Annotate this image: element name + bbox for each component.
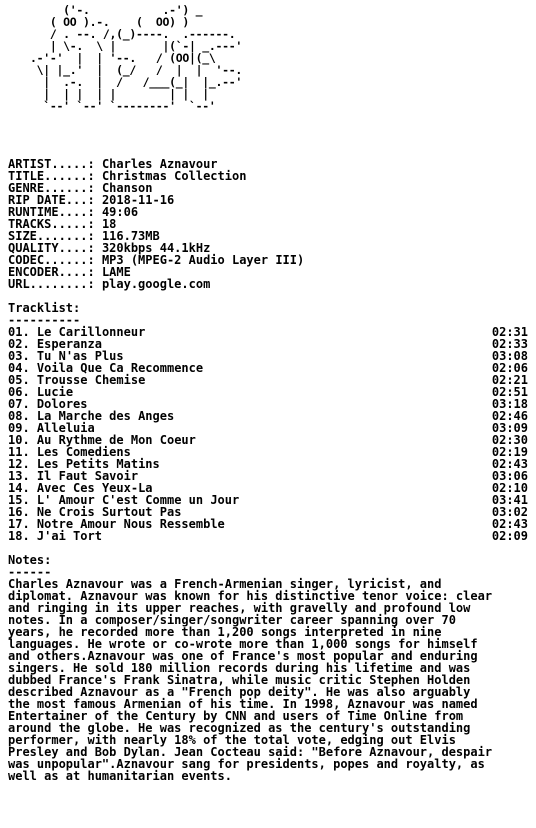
- meta-key: CODEC......:: [8, 253, 95, 267]
- meta-value: 49:06: [101, 205, 139, 219]
- track-number: 04.: [8, 361, 30, 375]
- track-number: 10.: [8, 433, 30, 447]
- track-title: L' Amour C'est Comme un Jour: [36, 493, 240, 507]
- meta-key: GENRE......:: [8, 181, 95, 195]
- meta-key: RUNTIME....:: [8, 205, 95, 219]
- track-duration: 02:46: [491, 409, 528, 423]
- track-title: Esperanza: [36, 337, 102, 351]
- tracklist: [8, 326, 532, 542]
- track-number: 14.: [8, 481, 30, 495]
- track-row: [8, 374, 532, 386]
- track-number: 09.: [8, 421, 30, 435]
- track-duration: 02:31: [491, 325, 528, 339]
- track-title: Tu N'as Plus: [36, 349, 124, 363]
- track-title: Le Carillonneur: [36, 325, 146, 339]
- track-number: 01.: [8, 325, 30, 339]
- meta-value: 320kbps 44.1kHz: [101, 241, 211, 255]
- notes-heading: Notes:: [8, 553, 52, 567]
- track-number: 07.: [8, 397, 30, 411]
- track-duration: 02:21: [491, 373, 528, 387]
- track-duration: 02:06: [491, 361, 528, 375]
- track-duration: 02:43: [491, 517, 528, 531]
- track-duration: 02:51: [491, 385, 528, 399]
- track-duration: 02:10: [491, 481, 528, 495]
- track-title: Ne Crois Surtout Pas: [36, 505, 182, 519]
- track-duration: 02:43: [491, 457, 528, 471]
- track-number: 18.: [8, 529, 30, 543]
- tracklist-rule: ----------: [8, 313, 81, 327]
- track-title: Alleluia: [36, 421, 95, 435]
- track-number: 17.: [8, 517, 30, 531]
- track-title: Au Rythme de Mon Coeur: [36, 433, 196, 447]
- track-number: 11.: [8, 445, 30, 459]
- track-number: 16.: [8, 505, 30, 519]
- track-number: 05.: [8, 373, 30, 387]
- meta-key: URL........:: [8, 277, 95, 291]
- notes-body: Charles Aznavour was a French-Armenian singer, lyricist, and diplomat. Aznavour was known for his distinctive tenor voice: clear and ringing in its upper reaches, with gravelly and profound low notes. In a composer/singer/songwriter career spanning over 70 years, he recorded more than 1,200 songs interpreted in nine languages. He wrote or co-wrote more than 1,000 songs for himself and others.Aznavour was one of France's most popular and enduring singers. He sold 180 million records during his lifetime and was dubbed France's Frank Sinatra, while music critic Stephen Holden described Aznavour as a "French pop deity". He was also arguably the most famous Armenian of his time. In 1998, Aznavour was named Entertainer of the Century by CNN and users of Time Online from around the globe. He was recognized as the century's outstanding performer, with nearly 18% of the total vote, edging out Elvis Presley and Bob Dylan. Jean Cocteau said: "Before Aznavour, despair was unpopular".Aznavour sang for presidents, popes and royalty, as well as at humanitarian events.: [8, 577, 493, 783]
- meta-key: ARTIST.....:: [8, 157, 95, 171]
- meta-key: SIZE.......:: [8, 229, 95, 243]
- spacer: [8, 542, 532, 554]
- track-title: Dolores: [36, 397, 88, 411]
- track-duration: 03:41: [491, 493, 528, 507]
- track-title: Voila Que Ca Recommence: [36, 361, 204, 375]
- meta-row-url: [8, 278, 532, 290]
- track-duration: 02:19: [491, 445, 528, 459]
- meta-value: 116.73MB: [101, 229, 160, 243]
- track-number: 08.: [8, 409, 30, 423]
- meta-key: TITLE......:: [8, 169, 95, 183]
- track-duration: 02:33: [491, 337, 528, 351]
- track-duration: 03:18: [491, 397, 528, 411]
- meta-value: Christmas Collection: [101, 169, 247, 183]
- meta-value: Charles Aznavour: [101, 157, 218, 171]
- track-title: Les Comediens: [36, 445, 131, 459]
- meta-value: MP3 (MPEG-2 Audio Layer III): [101, 253, 305, 267]
- meta-key: TRACKS.....:: [8, 217, 95, 231]
- meta-value: play.google.com: [101, 277, 211, 291]
- track-title: Avec Ces Yeux-La: [36, 481, 153, 495]
- track-title: J'ai Tort: [36, 529, 102, 543]
- meta-value: 2018-11-16: [101, 193, 175, 207]
- nfo-document: [8, 0, 532, 782]
- track-duration: 03:09: [491, 421, 528, 435]
- track-title: Notre Amour Nous Ressemble: [36, 517, 225, 531]
- track-duration: 03:08: [491, 349, 528, 363]
- track-title: Il Faut Savoir: [36, 469, 139, 483]
- meta-key: QUALITY....:: [8, 241, 95, 255]
- track-number: 06.: [8, 385, 30, 399]
- track-duration: 02:09: [491, 529, 528, 543]
- release-info: [8, 158, 532, 290]
- meta-value: 18: [101, 217, 117, 231]
- meta-key: ENCODER....:: [8, 265, 95, 279]
- track-duration: 02:30: [491, 433, 528, 447]
- track-title: La Marche des Anges: [36, 409, 175, 423]
- track-number: 15.: [8, 493, 30, 507]
- track-title: Lucie: [36, 385, 74, 399]
- meta-value: Chanson: [101, 181, 153, 195]
- track-number: 12.: [8, 457, 30, 471]
- tracklist-heading: Tracklist:: [8, 301, 81, 315]
- track-title: Les Petits Matins: [36, 457, 160, 471]
- ascii-art-logo: ('-. .-') _ ( OO ).-. ( OO) ) / . --. /,(_)----. .------. | \-. \ | |(`-| _.---' .-'-' | | '--. / (OO|(_\ \| |_.' | (_/ / | | '--. | .-. | / /___(_| |_.--' | | | | | | | | `--' `--' `--------' `--': [30, 3, 242, 113]
- notes-rule: ------: [8, 565, 52, 579]
- spacer: [8, 290, 532, 302]
- track-title: Trousse Chemise: [36, 373, 146, 387]
- track-duration: 03:06: [491, 469, 528, 483]
- track-duration: 03:02: [491, 505, 528, 519]
- track-number: 02.: [8, 337, 30, 351]
- meta-key: RIP DATE...:: [8, 193, 95, 207]
- track-number: 13.: [8, 469, 30, 483]
- track-row: [8, 530, 532, 542]
- meta-value: LAME: [101, 265, 131, 279]
- track-number: 03.: [8, 349, 30, 363]
